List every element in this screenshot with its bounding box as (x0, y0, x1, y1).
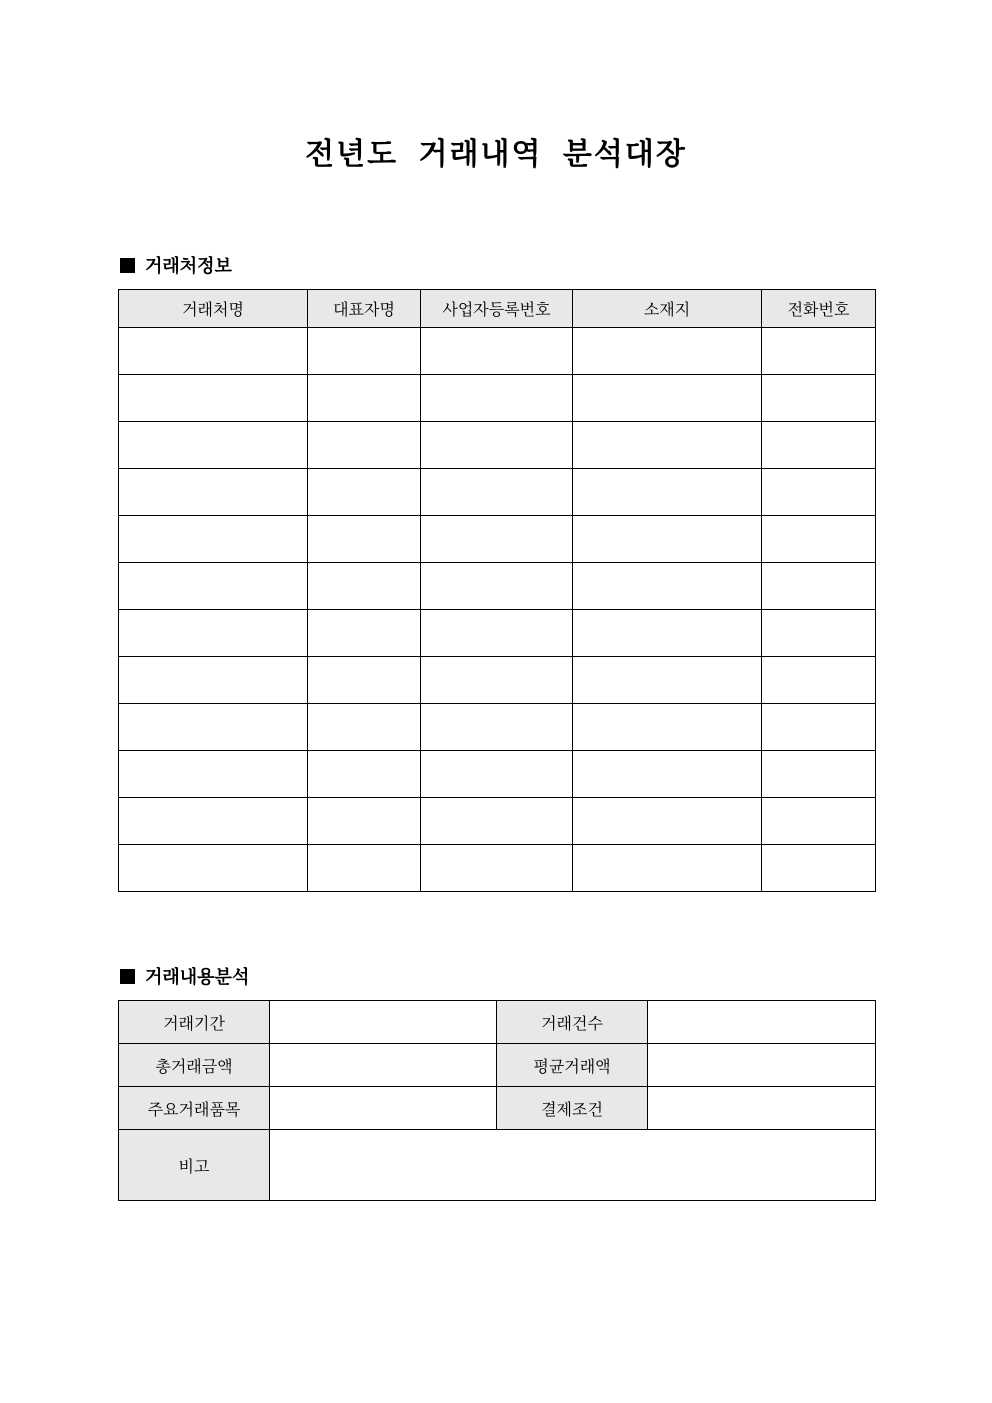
client-section-heading (118, 251, 232, 279)
table-row (119, 1044, 876, 1087)
business-number-cell[interactable] (421, 845, 573, 892)
address-cell[interactable] (573, 422, 762, 469)
business-number-cell[interactable] (421, 751, 573, 798)
main-items-label: 주요거래품목 (119, 1087, 270, 1130)
phone-cell[interactable] (762, 751, 876, 798)
column-header-business-number: 사업자등록번호 (421, 290, 573, 328)
client-info-table (118, 289, 876, 892)
table-row (119, 845, 876, 892)
representative-cell[interactable] (308, 751, 421, 798)
business-number-cell[interactable] (421, 375, 573, 422)
table-row (119, 469, 876, 516)
address-cell[interactable] (573, 751, 762, 798)
client-name-cell[interactable] (119, 657, 308, 704)
address-cell[interactable] (573, 704, 762, 751)
representative-cell[interactable] (308, 375, 421, 422)
representative-cell[interactable] (308, 469, 421, 516)
main-items-value-cell[interactable] (270, 1087, 497, 1130)
client-name-cell[interactable] (119, 375, 308, 422)
table-row (119, 1001, 876, 1044)
total-amount-label: 총거래금액 (119, 1044, 270, 1087)
period-label: 거래기간 (119, 1001, 270, 1044)
phone-cell[interactable] (762, 422, 876, 469)
average-amount-value-cell[interactable] (648, 1044, 876, 1087)
table-row (119, 610, 876, 657)
address-cell[interactable] (573, 516, 762, 563)
address-cell[interactable] (573, 563, 762, 610)
business-number-cell[interactable] (421, 469, 573, 516)
address-cell[interactable] (573, 610, 762, 657)
square-bullet-icon (120, 258, 135, 273)
client-name-cell[interactable] (119, 563, 308, 610)
table-row (119, 328, 876, 375)
representative-cell[interactable] (308, 657, 421, 704)
phone-cell[interactable] (762, 328, 876, 375)
business-number-cell[interactable] (421, 798, 573, 845)
phone-cell[interactable] (762, 657, 876, 704)
phone-cell[interactable] (762, 704, 876, 751)
table-row (119, 751, 876, 798)
representative-cell[interactable] (308, 563, 421, 610)
representative-cell[interactable] (308, 798, 421, 845)
remarks-label: 비고 (119, 1130, 270, 1201)
table-row (119, 1087, 876, 1130)
remarks-value-cell[interactable] (270, 1130, 876, 1201)
table-row (119, 1130, 876, 1201)
table-row (119, 422, 876, 469)
representative-cell[interactable] (308, 610, 421, 657)
transaction-analysis-table (118, 1000, 876, 1201)
client-name-cell[interactable] (119, 751, 308, 798)
phone-cell[interactable] (762, 563, 876, 610)
representative-cell[interactable] (308, 704, 421, 751)
table-row (119, 375, 876, 422)
representative-cell[interactable] (308, 328, 421, 375)
client-name-cell[interactable] (119, 798, 308, 845)
table-row (119, 704, 876, 751)
column-header-representative: 대표자명 (308, 290, 421, 328)
client-name-cell[interactable] (119, 704, 308, 751)
address-cell[interactable] (573, 375, 762, 422)
period-value-cell[interactable] (270, 1001, 497, 1044)
client-name-cell[interactable] (119, 845, 308, 892)
phone-cell[interactable] (762, 469, 876, 516)
client-name-cell[interactable] (119, 610, 308, 657)
table-row (119, 516, 876, 563)
address-cell[interactable] (573, 845, 762, 892)
phone-cell[interactable] (762, 375, 876, 422)
count-value-cell[interactable] (648, 1001, 876, 1044)
column-header-phone: 전화번호 (762, 290, 876, 328)
square-bullet-icon (120, 969, 135, 984)
business-number-cell[interactable] (421, 704, 573, 751)
phone-cell[interactable] (762, 610, 876, 657)
business-number-cell[interactable] (421, 516, 573, 563)
column-header-address: 소재지 (573, 290, 762, 328)
business-number-cell[interactable] (421, 563, 573, 610)
address-cell[interactable] (573, 798, 762, 845)
count-label: 거래건수 (497, 1001, 648, 1044)
page-title: 전년도 거래내역 분석대장 (305, 137, 687, 172)
client-name-cell[interactable] (119, 328, 308, 375)
analysis-section-heading (118, 962, 249, 990)
business-number-cell[interactable] (421, 422, 573, 469)
phone-cell[interactable] (762, 798, 876, 845)
phone-cell[interactable] (762, 516, 876, 563)
total-amount-value-cell[interactable] (270, 1044, 497, 1087)
client-name-cell[interactable] (119, 422, 308, 469)
representative-cell[interactable] (308, 516, 421, 563)
payment-terms-label: 결제조건 (497, 1087, 648, 1130)
client-name-cell[interactable] (119, 469, 308, 516)
client-section-heading-text: 거래처정보 (145, 256, 232, 277)
address-cell[interactable] (573, 469, 762, 516)
client-name-cell[interactable] (119, 516, 308, 563)
address-cell[interactable] (573, 328, 762, 375)
business-number-cell[interactable] (421, 328, 573, 375)
table-header-row (119, 290, 876, 328)
business-number-cell[interactable] (421, 657, 573, 704)
phone-cell[interactable] (762, 845, 876, 892)
business-number-cell[interactable] (421, 610, 573, 657)
table-row (119, 798, 876, 845)
representative-cell[interactable] (308, 422, 421, 469)
analysis-section-heading-text: 거래내용분석 (145, 967, 250, 988)
average-amount-label: 평균거래액 (497, 1044, 648, 1087)
column-header-client-name: 거래처명 (119, 290, 308, 328)
representative-cell[interactable] (308, 845, 421, 892)
address-cell[interactable] (573, 657, 762, 704)
table-row (119, 563, 876, 610)
payment-terms-value-cell[interactable] (648, 1087, 876, 1130)
table-row (119, 657, 876, 704)
